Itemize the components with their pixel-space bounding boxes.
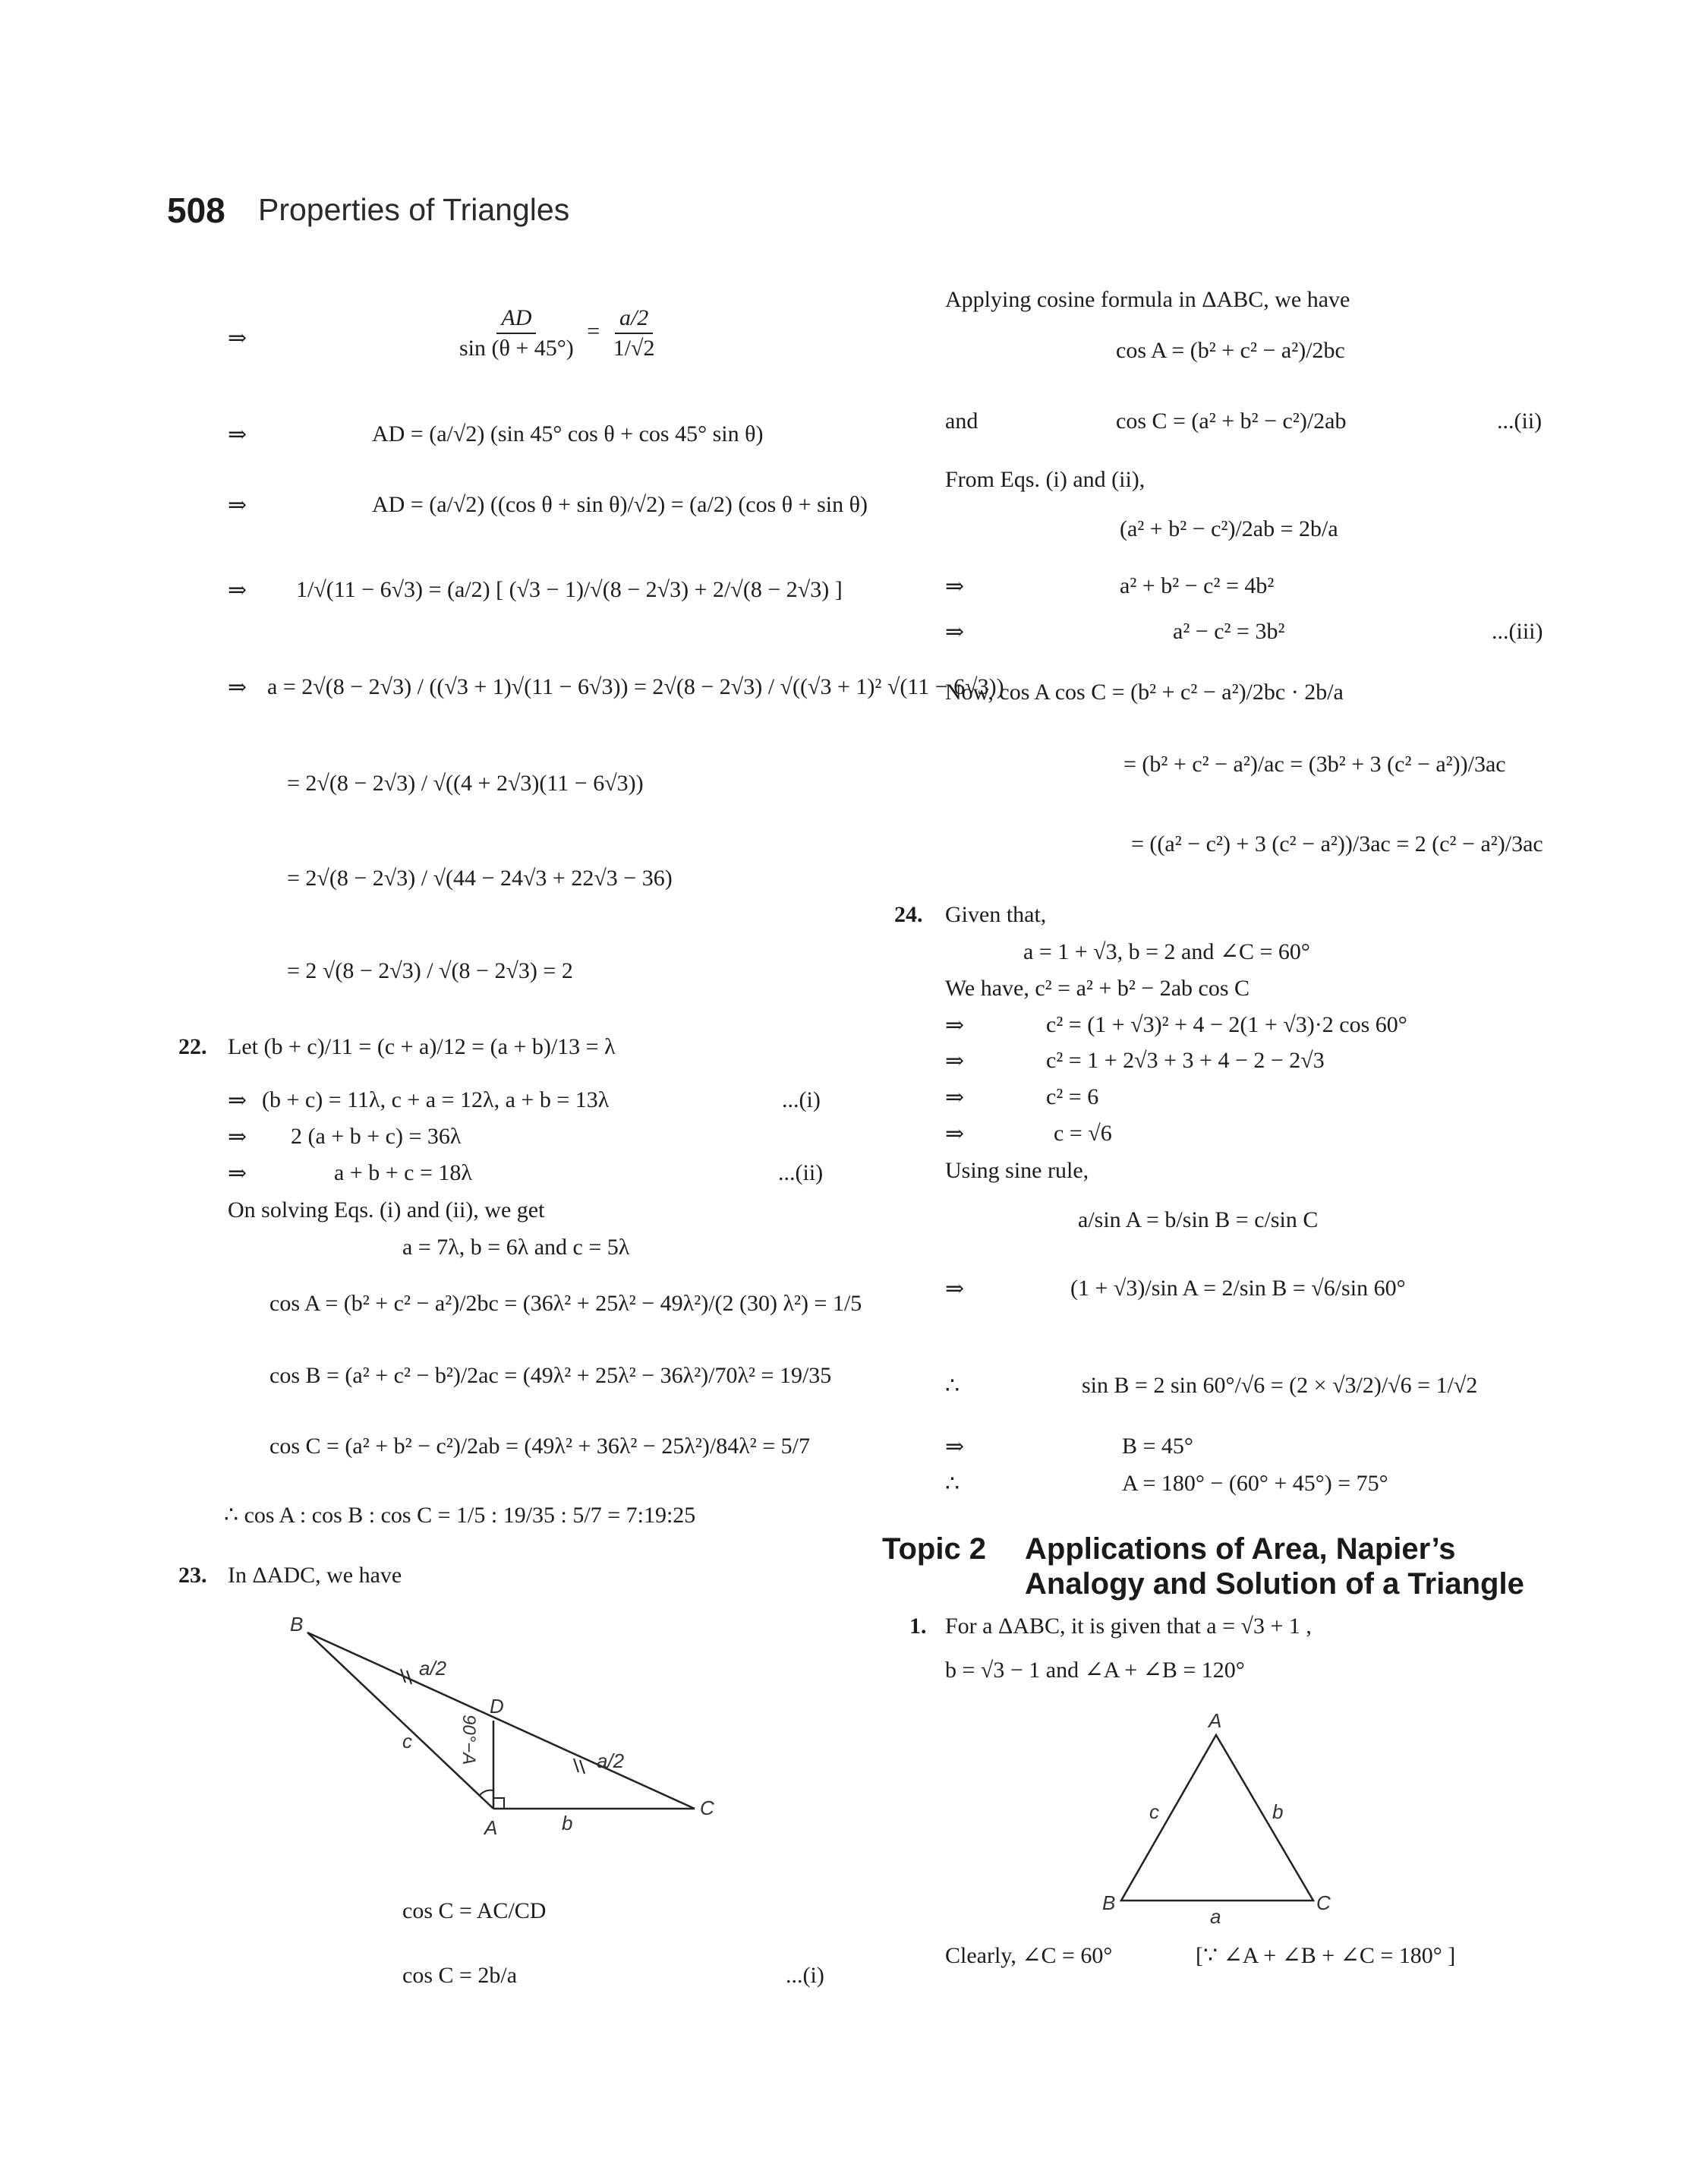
vertex-c-label: C [1316,1891,1331,1914]
implies-arrow: ⇒ [228,493,247,518]
topic-title-line2: Analogy and Solution of a Triangle [1025,1567,1524,1601]
q24-c2-six: c² = 6 [1046,1084,1099,1109]
implies-arrow: ⇒ [228,1161,247,1186]
topic-label: Topic 2 [882,1532,987,1566]
implies-arrow: ⇒ [945,1121,965,1147]
eq-ad-expand: AD = (a/√2) (sin 45° cos θ + cos 45° sin θ) [372,421,764,446]
implies-arrow: ⇒ [228,422,247,447]
q24-sinB: sin B = 2 sin 60°/√6 = (2 × √3/2)/√6 = 1/√2 [1082,1373,1478,1398]
chapter-title: Properties of Triangles [258,192,570,227]
vertex-d-label: D [490,1695,504,1718]
tick-mark [580,1760,585,1774]
q23-cos-2b-a: cos C = 2b/a [402,1963,518,1988]
eq-a-value: a = 2√(8 − 2√3) / ((√3 + 1)√(11 − 6√3)) = 2√(8 − 2√3) / √((√3 + 1)² √(11 − 6√3)) [267,674,1004,699]
q24-sine-rule: Using sine rule, [945,1158,1089,1183]
triangle-adc-diagram [281,1610,729,1853]
q24-c2-expand: c² = (1 + √3)² + 4 − 2(1 + √3)·2 cos 60° [1046,1012,1407,1037]
implies-arrow: ⇒ [228,1088,247,1113]
eq-tag-ii: ...(ii) [1497,409,1543,434]
question-22-number: 22. [178,1034,207,1059]
side-b-label: b [1272,1800,1284,1823]
q24-values: a = 1 + √3, b = 2 and ∠C = 60° [1023,939,1310,964]
eq-tag-iii: ...(iii) [1492,619,1543,644]
implies-arrow: ⇒ [945,1013,965,1038]
question-1-number: 1. [909,1614,927,1639]
q22-let: Let (b + c)/11 = (c + a)/12 = (a + b)/13 = λ [228,1034,616,1059]
q22-line3: 2 (a + b + c) = 36λ [291,1124,462,1149]
q22-cosC: cos C = (a² + b² − c²)/2ab = (49λ² + 36λ² − 25λ²)/84λ² = 5/7 [269,1434,810,1459]
t1-clearly: Clearly, ∠C = 60° [945,1943,1113,1968]
side-c-label: c [1149,1800,1159,1823]
topic-title-line1: Applications of Area, Napier’s [1025,1532,1456,1566]
q24-sine-subst: (1 + √3)/sin A = 2/sin B = √6/sin 60° [1070,1276,1406,1301]
r-cosA: cos A = (b² + c² − a²)/2bc [1116,338,1345,363]
t1-given: For a ΔABC, it is given that a = √3 + 1 , [945,1614,1312,1639]
r-eq-3b2: a² − c² = 3b² [1173,619,1285,644]
q23-cos-ac-cd: cos C = AC/CD [402,1898,547,1923]
side-a-label: a [1210,1905,1221,1925]
q24-given: Given that, [945,902,1047,927]
q23-intro: In ΔADC, we have [228,1563,402,1588]
eq-tag-ii: ...(ii) [778,1160,824,1185]
half-side-label: a/2 [419,1657,447,1680]
vertex-b-label: B [290,1613,304,1636]
eq-step-6: = 2√(8 − 2√3) / √((4 + 2√3)(11 − 6√3)) [287,771,644,796]
eq-tag-i: ...(i) [786,1963,824,1988]
implies-arrow: ⇒ [945,1276,965,1301]
t1-given-2: b = √3 − 1 and ∠A + ∠B = 120° [945,1658,1245,1683]
q24-B: B = 45° [1122,1434,1193,1459]
t1-because: [∵ ∠A + ∠B + ∠C = 180° ] [1196,1943,1456,1968]
q22-values: a = 7λ, b = 6λ and c = 5λ [402,1235,630,1260]
eq-ad-fraction: $\frac{AD}{\sin (\theta + 45^\circ)}$ = $\frac{a/2}{1/√2}$ [459,305,655,361]
vertex-a-label: A [1209,1709,1222,1732]
q22-cosA: cos A = (b² + c² − a²)/2bc = (36λ² + 25λ² − 49λ²)/(2 (30) λ²) = 1/5 [269,1291,862,1316]
q24-c2-simplify: c² = 1 + 2√3 + 3 + 4 − 2 − 2√3 [1046,1048,1325,1073]
vertex-c-label: C [700,1797,714,1819]
q22-line2: (b + c) = 11λ, c + a = 12λ, a + b = 13λ [262,1087,610,1112]
q22-solving: On solving Eqs. (i) and (ii), we get [228,1197,545,1222]
vertex-b-label: B [1102,1891,1116,1914]
q22-ratio: ∴ cos A : cos B : cos C = 1/5 : 19/35 : 5/7 = 7:19:25 [224,1503,696,1528]
implies-arrow: ⇒ [228,578,247,603]
implies-arrow: ⇒ [228,1125,247,1150]
implies-arrow: ⇒ [945,620,965,645]
r-product-2: = (b² + c² − a²)/ac = (3b² + 3 (c² − a²))/3ac [1123,752,1506,777]
implies-arrow: ⇒ [945,1434,965,1459]
vertex-a-label: A [484,1816,498,1839]
eq-tag-i: ...(i) [782,1087,821,1112]
r-cosine-intro: Applying cosine formula in ΔABC, we have [945,287,1350,312]
right-angle-mark [493,1798,504,1809]
implies-arrow: ⇒ [228,675,247,700]
r-cosC: cos C = (a² + b² − c²)/2ab [1116,409,1347,434]
implies-arrow: ⇒ [945,574,965,599]
q22-cosB: cos B = (a² + c² − b²)/2ac = (49λ² + 25λ² − 36λ²)/70λ² = 19/35 [269,1363,832,1388]
triangle-abc-diagram [1093,1705,1351,1925]
eq-ad-simplify: AD = (a/√2) ((cos θ + sin θ)/√2) = (a/2) (cos θ + sin θ) [372,492,868,517]
r-and: and [945,409,978,434]
implies-arrow: ⇒ [228,326,247,351]
r-eq-ratio: (a² + b² − c²)/2ab = 2b/a [1120,516,1338,541]
r-product: Now, cos A cos C = (b² + c² − a²)/2bc · 2b/a [945,680,1344,705]
q24-A: A = 180° − (60° + 45°) = 75° [1122,1471,1388,1496]
eq-step-7: = 2√(8 − 2√3) / √(44 − 24√3 + 22√3 − 36) [287,866,673,891]
implies-arrow: ⇒ [945,1049,965,1074]
side-c-label: c [402,1730,412,1752]
segment-bc [307,1633,695,1809]
eq-step-8: = 2 √(8 − 2√3) / √(8 − 2√3) = 2 [287,958,573,983]
angle-label: 90°−A [459,1715,479,1765]
q24-c-root6: c = √6 [1054,1121,1112,1146]
tick-mark [574,1759,578,1772]
therefore-symbol: ∴ [945,1472,960,1497]
r-from-eqs: From Eqs. (i) and (ii), [945,467,1145,492]
therefore-symbol: ∴ [945,1374,960,1399]
page-number: 508 [167,191,225,230]
side-b-label: b [562,1812,573,1834]
q24-we-have: We have, c² = a² + b² − 2ab cos C [945,976,1250,1001]
angle-arc [480,1790,493,1795]
question-24-number: 24. [894,902,923,927]
q24-sine-ratio: a/sin A = b/sin B = c/sin C [1078,1207,1319,1232]
question-23-number: 23. [178,1563,207,1588]
half-side-label: a/2 [597,1749,625,1772]
implies-arrow: ⇒ [945,1085,965,1110]
r-product-3: = ((a² − c²) + 3 (c² − a²))/3ac = 2 (c² − a²)/3ac [1131,831,1543,856]
q22-line4: a + b + c = 18λ [334,1160,472,1185]
r-eq-4b2: a² + b² − c² = 4b² [1120,573,1275,598]
eq-substitute: 1/√(11 − 6√3) = (a/2) [ (√3 − 1)/√(8 − 2√3) + 2/√(8 − 2√3) ] [296,577,843,602]
